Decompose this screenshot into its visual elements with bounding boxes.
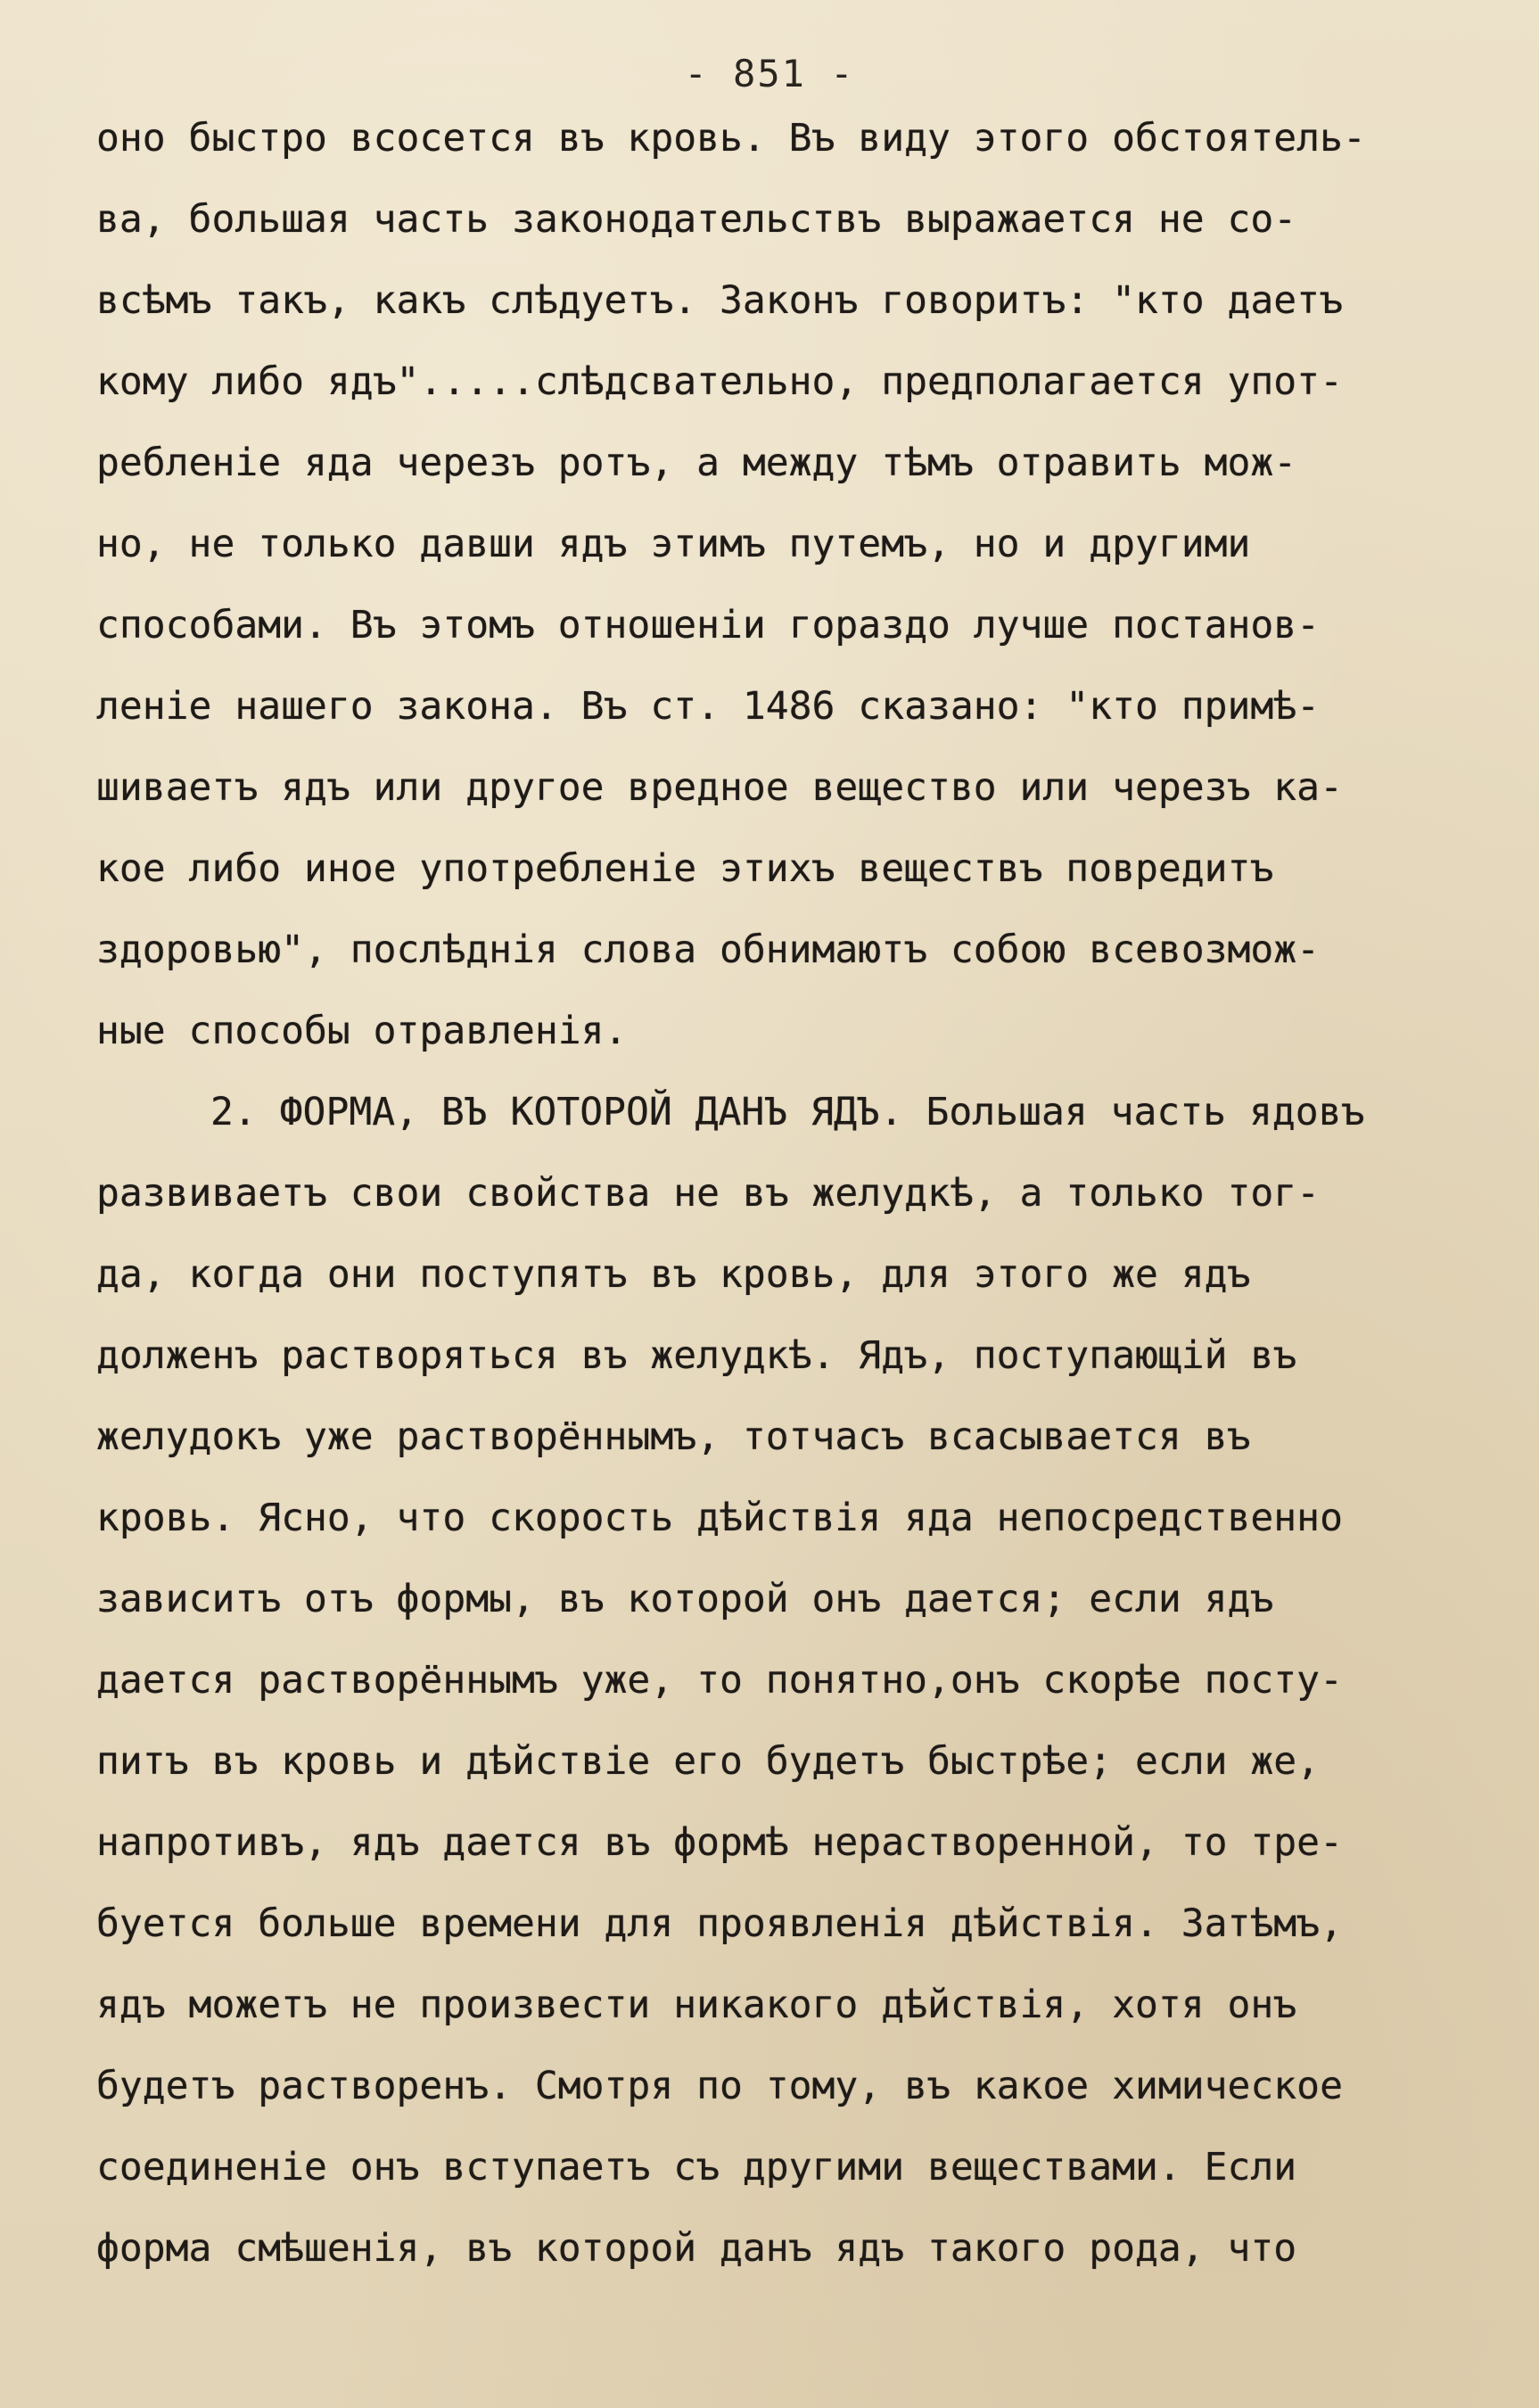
text-line: да, когда они поступятъ въ кровь, для этого же ядъ	[96, 1252, 1251, 1297]
body-text	[96, 98, 1469, 2289]
text-line: способами. Въ этомъ отношеніи гораздо лучше постанов-	[96, 603, 1321, 647]
paragraph-2	[96, 1072, 1469, 2289]
text-line: 2. ФОРМА, ВЪ КОТОРОЙ ДАНЪ ЯДЪ. Большая часть ядовъ	[210, 1090, 1365, 1134]
text-line: желудокъ уже растворённымъ, тотчасъ всасывается въ	[96, 1414, 1251, 1459]
text-line: здоровью", послѣднія слова обнимаютъ собою всевозмож-	[96, 928, 1321, 972]
text-line: питъ въ кровь и дѣйствіе его будетъ быстрѣе; если же,	[96, 1739, 1321, 1784]
text-line: леніе нашего закона. Въ ст. 1486 сказано: "кто примѣ-	[96, 684, 1321, 729]
text-line: но, не только давши ядъ этимъ путемъ, но и другими	[96, 522, 1251, 566]
text-line: кому либо ядъ".....слѣдсвательно, предполагается упот-	[96, 359, 1343, 404]
text-line: ядъ можетъ не произвести никакого дѣйствія, хотя онъ	[96, 1983, 1297, 2027]
paragraph-1	[96, 98, 1469, 1072]
text-line: развиваетъ свои свойства не въ желудкѣ, а только тог-	[96, 1171, 1321, 1216]
text-line: зависитъ отъ формы, въ которой онъ дается; если ядъ	[96, 1577, 1274, 1621]
text-line: шиваетъ ядъ или другое вредное вещество или черезъ ка-	[96, 765, 1343, 810]
text-line: соединеніе онъ вступаетъ съ другими веществами. Если	[96, 2145, 1297, 2189]
text-line: напротивъ, ядъ дается въ формѣ нерастворенной, то тре-	[96, 1820, 1343, 1865]
text-line: всѣмъ такъ, какъ слѣдуетъ. Законъ говоритъ: "кто даетъ	[96, 278, 1343, 323]
text-line: оно быстро всосется въ кровь. Въ виду этого обстоятель-	[96, 116, 1366, 161]
text-line: кое либо иное употребленіе этихъ веществъ повредитъ	[96, 846, 1274, 891]
text-line: форма смѣшенія, въ которой данъ ядъ такого рода, что	[96, 2226, 1297, 2271]
text-line: ные способы отравленія.	[96, 1009, 628, 1053]
text-line: долженъ растворяться въ желудкѣ. Ядъ, поступающій въ	[96, 1333, 1297, 1378]
text-line: дается растворённымъ уже, то понятно,онъ скорѣе посту-	[96, 1658, 1343, 1703]
text-line: будетъ растворенъ. Смотря по тому, въ какое химическое	[96, 2064, 1343, 2108]
text-line: буется больше времени для проявленія дѣйствія. Затѣмъ,	[96, 1901, 1343, 1946]
text-line: ва, большая часть законодательствъ выражается не со-	[96, 197, 1297, 242]
page-number: - 851 -	[684, 52, 855, 95]
text-line: кровь. Ясно, что скорость дѣйствія яда непосредственно	[96, 1496, 1343, 1540]
text-line: ребленіе яда черезъ ротъ, а между тѣмъ отравить мож-	[96, 441, 1297, 485]
